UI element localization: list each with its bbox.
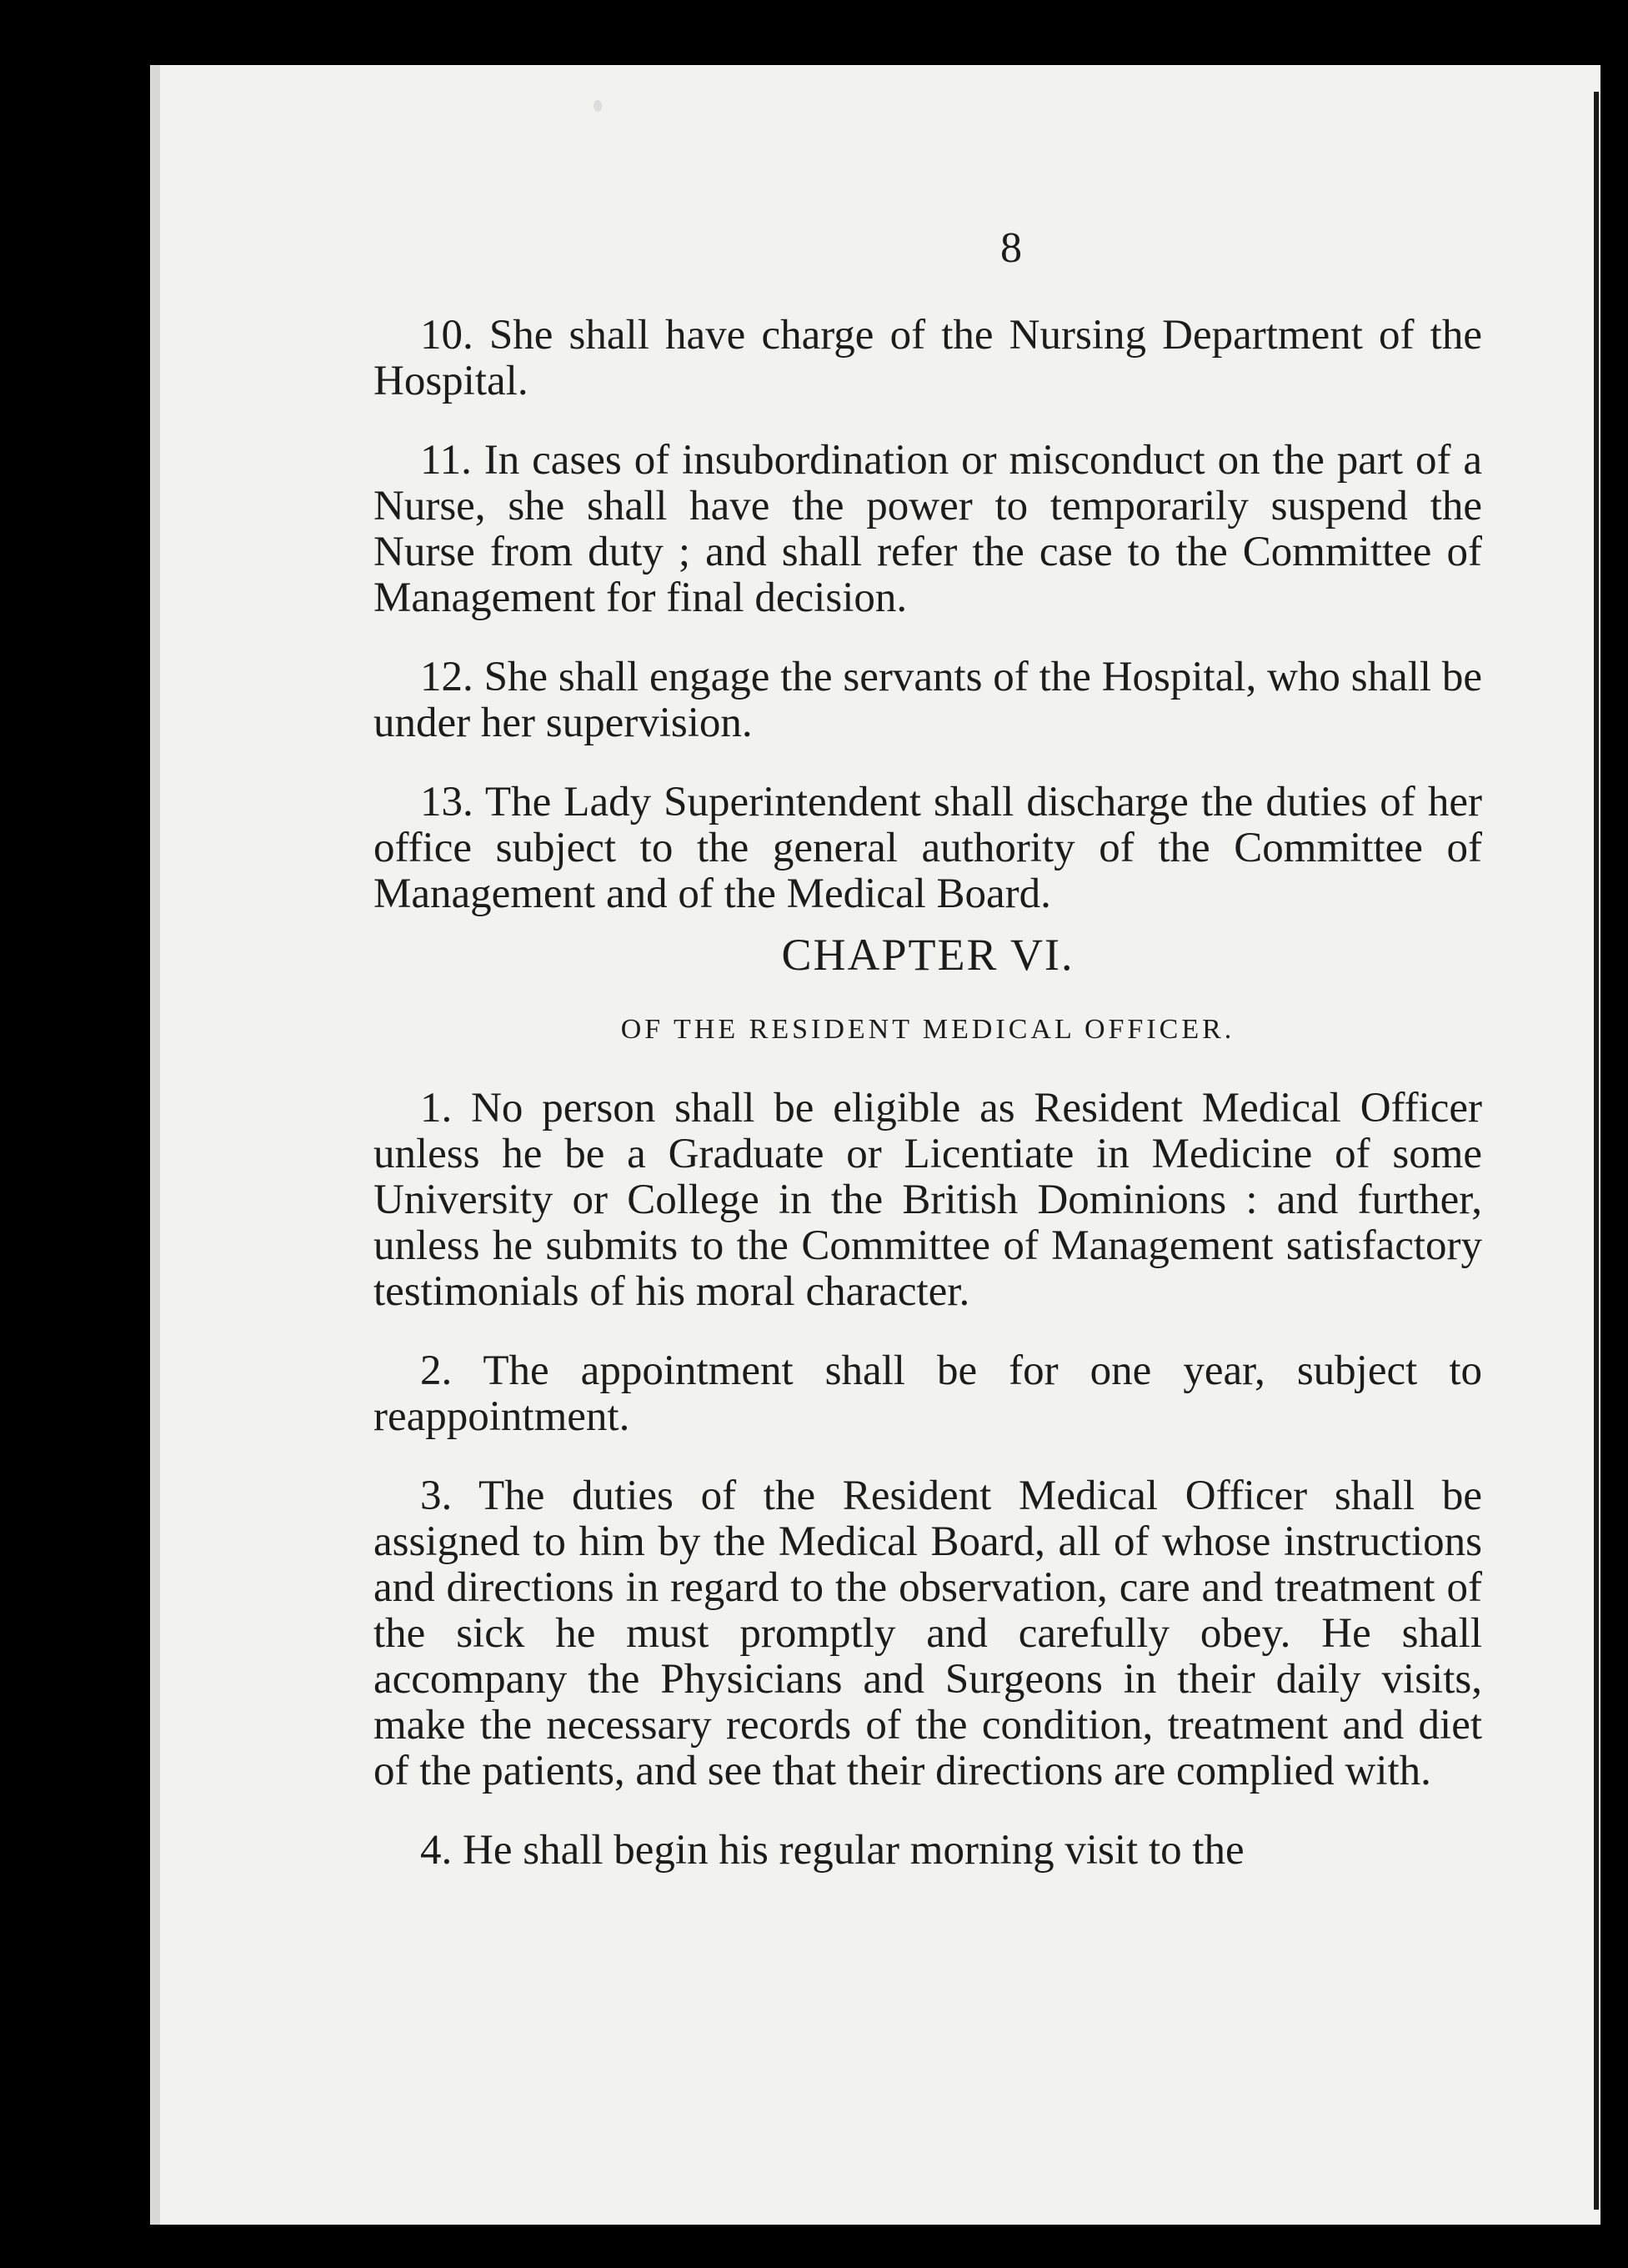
paper-speck [594,100,602,112]
page-number: 8 [1000,224,1022,272]
rule-paragraph: 3. The duties of the Resident Medical Officer shall be assigned to him by the Medical Board, all of whose instructions and directions in regard to the observation, care and treatment of the sick he must promptly and carefully obey. He shall accompany the Physicians and Surgeons in their daily visits, make the necessary records of the condition, treatment and diet of the patients, and see that their directions are complied with. [373,1473,1482,1794]
rule-paragraph: 2. The appointment shall be for one year, subject to reappointment. [373,1347,1482,1440]
rule-paragraph: 11. In cases of insubordination or misconduct on the part of a Nurse, she shall have the power to temporarily suspend the Nurse from duty ; and shall refer the case to the Committee of Management for final decision. [373,437,1482,621]
chapter-title: CHAPTER VI. [781,930,1074,980]
rule-paragraph: 4. He shall begin his regular morning visit to the [420,1827,1245,1874]
page-edge-shadow [1594,92,1599,2210]
rule-paragraph: 10. She shall have charge of the Nursing Department of the Hospital. [373,312,1482,404]
section-title: OF THE RESIDENT MEDICAL OFFICER. [620,1014,1235,1045]
page-content [373,225,1482,1907]
rule-paragraph: 13. The Lady Superintendent shall discharge the duties of her office subject to the general authority of the Committee of Management and of the Medical Board. [373,779,1482,917]
rule-paragraph: 12. She shall engage the servants of the Hospital, who shall be under her supervision. [373,654,1482,746]
rule-paragraph: 1. No person shall be eligible as Resident Medical Officer unless he be a Graduate or Licentiate in Medicine of some University or College in the British Dominions : and further, unless he submits to the Committee of Management satisfactory testimonials of his moral character. [373,1085,1482,1315]
